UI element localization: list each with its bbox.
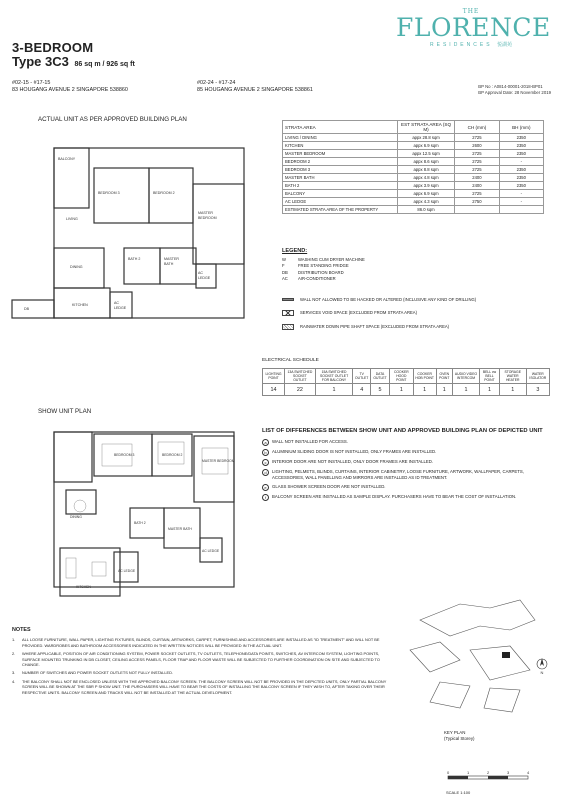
keyplan-sub: (Typical Storey)	[444, 736, 475, 741]
area-table-cell: appx 12.5 sqm	[397, 150, 454, 158]
electrical-value-cell: 5	[371, 384, 390, 396]
logo-residences	[396, 41, 546, 48]
electrical-value-cell: 1	[499, 384, 526, 396]
show-plan-heading: SHOW UNIT PLAN	[38, 408, 92, 415]
unit-type	[12, 54, 135, 69]
area-table-cell: appx 28.8 sqm	[397, 134, 454, 142]
keyplan-label	[444, 730, 475, 742]
area-table-cell: 2400	[455, 182, 499, 190]
area-table-cell	[499, 206, 543, 214]
legend-abbr: AC	[282, 276, 288, 281]
note-number: 2.	[12, 651, 16, 657]
electrical-header-cell: WATER ISOLATOR	[526, 369, 549, 384]
logo-residences-text: RESIDENCES	[430, 42, 493, 48]
notes-section	[12, 628, 392, 698]
florence-logo	[396, 8, 551, 70]
electrical-value-cell: 1	[436, 384, 452, 396]
svg-text:AC: AC	[114, 301, 119, 305]
electrical-value-cell: 1	[480, 384, 500, 396]
area-table-row	[283, 142, 544, 150]
electrical-value-cell: 3	[526, 384, 549, 396]
svg-text:MASTER BATH: MASTER BATH	[168, 527, 192, 531]
scale-label: SCALE 1:100	[446, 790, 471, 795]
unit-type-label: Type 3C3	[12, 54, 69, 69]
legend-key-wall: WALL NOT ALLOWED TO BE HACKED OR ALTERED (INCLUSIVE ANY KIND OF DRILLING)	[300, 296, 477, 302]
svg-text:LEDGE: LEDGE	[114, 306, 127, 310]
difference-item	[262, 439, 552, 446]
difference-item	[262, 484, 552, 491]
bp-number: BP No : A0814-00001-2018-BP01	[478, 84, 543, 89]
logo-name: FLORENCE	[396, 13, 551, 42]
electrical-header-cell: TV OUTLET	[353, 369, 371, 384]
electrical-value-cell: 1	[389, 384, 413, 396]
difference-text: LIGHTING, PELMETS, BLINDS, CURTAINS, INTERIOR CABINETRY, LOOSE FURNITURE, ARTWORK, WALLPAPER, CARPETS, ACCESSORIES, WALL PANELLING AND MIRRORS ARE INSTALLED AS ID TREATMENT.	[272, 469, 524, 480]
area-table-cell: AC LEDGE	[283, 198, 398, 206]
legend-key-void: SERVICES VOID SPACE (EXCLUDED FROM STRATA AREA)	[300, 310, 417, 316]
db-area	[12, 300, 54, 318]
difference-item	[262, 494, 552, 501]
area-table-cell: appx 6.9 sqm	[397, 190, 454, 198]
difference-marker: b	[262, 449, 269, 456]
legend-item	[282, 276, 476, 283]
area-table-cell: 2350	[499, 166, 543, 174]
ac-ledge-2	[110, 292, 132, 318]
difference-text: GLASS SHOWER SCREEN DOOR ARE NOT INSTALLED.	[272, 484, 386, 489]
area-table-cell: 2400	[455, 174, 499, 182]
area-table-cell: 86.0 sqm	[397, 206, 454, 214]
bedroom3-label: BEDROOM 3	[98, 191, 120, 195]
area-table-row	[283, 190, 544, 198]
master-bedroom-room	[193, 184, 244, 264]
living-label: LIVING	[66, 217, 78, 221]
svg-text:BEDROOM 2: BEDROOM 2	[162, 453, 183, 457]
svg-text:AC LEDGE: AC LEDGE	[118, 569, 136, 573]
difference-marker: f	[262, 494, 269, 501]
note-text: THE BALCONY SHALL NOT BE ENCLOSED UNLESS WITH THE APPROVED BALCONY SCREEN. THE BALCONY SCREEN WILL NOT BE PROVIDED IN THE DEPICTED UNITS, ONLY PARTIAL BALCONY SCREEN WILL BE SHOWN AT THE SBR P SHOW UNIT. THE PURCHASERS WILL HAVE TO BEAR THE COSTS OF INSTALLING THE BALCONY SCREEN IF THEY WISH TO, AFTER TAKING OVER THEIR RESPECTIVE UNITS. BALCONY SCREEN AND TRACKS WILL NOT BE INSTALLED AT THE ACTUAL DEVELOPMENT.	[22, 678, 387, 695]
bath2-room	[124, 248, 160, 284]
area-table-cell: ESTIMATED STRATA AREA OF THE PROPERTY	[283, 206, 398, 214]
legend	[282, 248, 476, 330]
area-table-cell: BEDROOM 3	[283, 166, 398, 174]
master-bath-room	[160, 248, 196, 284]
difference-marker: d	[262, 469, 269, 476]
key-plan	[400, 590, 550, 730]
area-table-cell: BEDROOM 2	[283, 158, 398, 166]
legend-desc: WASHING CUM DRYER MACHINE	[298, 256, 365, 262]
difference-item	[262, 459, 552, 466]
area-table-header	[283, 121, 544, 134]
bath2-label: BATH 2	[128, 257, 141, 261]
area-table-row	[283, 166, 544, 174]
area-table-row	[283, 174, 544, 182]
svg-text:0: 0	[447, 770, 450, 775]
area-table-cell: appx 4.3 sqm	[397, 198, 454, 206]
svg-text:AC LEDGE: AC LEDGE	[202, 549, 220, 553]
area-table-row	[283, 150, 544, 158]
difference-marker: a	[262, 439, 269, 446]
legend-key-shaft: RAINWATER DOWN PIPE SHAFT SPACE (EXCLUDED FROM STRATA AREA)	[300, 323, 450, 329]
area-header-ch: CH (mm)	[455, 121, 499, 134]
area-table-cell: 2725	[455, 150, 499, 158]
svg-text:2: 2	[487, 770, 490, 775]
area-table-cell: 2350	[499, 142, 543, 150]
note-item	[12, 679, 392, 695]
area-table-cell: MASTER BEDROOM	[283, 150, 398, 158]
svg-text:BATH: BATH	[164, 262, 174, 266]
no-hack-wall-swatch	[282, 298, 294, 301]
svg-text:DINING: DINING	[70, 515, 82, 519]
bp-date: BP Approval Date: 28 November 2019	[478, 90, 551, 95]
actual-floor-plan	[10, 124, 272, 324]
electrical-value-cell: 1	[452, 384, 479, 396]
address-right: 85 HOUGANG AVENUE 2 SINGAPORE 538861	[197, 87, 313, 93]
area-header-bh: BH (mm)	[499, 121, 543, 134]
note-item	[12, 637, 392, 648]
legend-desc: FREE STANDING FRIDGE	[298, 263, 349, 268]
electrical-value-cell: 1	[413, 384, 436, 396]
area-table-cell: 2725	[455, 190, 499, 198]
electrical-value-cell: 14	[263, 384, 285, 396]
area-table-cell: 2350	[499, 174, 543, 182]
area-table-cell: -	[499, 198, 543, 206]
area-table-row	[283, 158, 544, 166]
area-table-cell: KITCHEN	[283, 142, 398, 150]
difference-marker: e	[262, 484, 269, 491]
area-table-cell: appx 8.8 sqm	[397, 166, 454, 174]
electrical-header-cell: BELL cw BELL POINT	[480, 369, 500, 384]
area-table-cell: 2725	[455, 134, 499, 142]
area-table-cell: BATH 2	[283, 182, 398, 190]
kitchen-label: KITCHEN	[72, 303, 88, 307]
electrical-header-cell: 15A SWITCHED SOCKET OUTLET FOR BALCONY	[315, 369, 353, 384]
svg-text:MASTER BEDROOM: MASTER BEDROOM	[202, 459, 235, 463]
bedroom2-label: BEDROOM 2	[153, 191, 175, 195]
area-table-cell: MASTER BATH	[283, 174, 398, 182]
logo-chinese: 悦湖苑	[496, 42, 512, 48]
address-left: 83 HOUGANG AVENUE 2 SINGAPORE 538860	[12, 87, 128, 93]
area-table-cell: -	[499, 190, 543, 198]
keyplan-title: KEY PLAN	[444, 730, 466, 735]
show-unit-floor-plan	[10, 412, 260, 612]
area-table-row	[283, 134, 544, 142]
db-label: DB	[24, 307, 29, 311]
difference-item	[262, 469, 552, 481]
area-table-cell: -	[499, 158, 543, 166]
svg-text:3: 3	[507, 770, 510, 775]
pipe-shaft-swatch	[282, 324, 294, 330]
electrical-value-cell: 22	[285, 384, 316, 396]
area-table-cell: 2725	[455, 158, 499, 166]
logo-the: THE	[462, 8, 480, 15]
master-label: MASTER	[198, 211, 213, 215]
dining-label: DINING	[70, 265, 83, 269]
differences-heading: LIST OF DIFFERENCES BETWEEN SHOW UNIT AND APPROVED BUILDING PLAN OF DEPICTED UNIT	[262, 428, 543, 434]
electrical-header-cell: AUDIO VIDEO INTERCOM	[452, 369, 479, 384]
electrical-header-cell: COOKER HOOD POINT	[389, 369, 413, 384]
north-arrow-icon	[537, 658, 547, 675]
area-table-cell: appx 3.9 sqm	[397, 182, 454, 190]
svg-text:KITCHEN: KITCHEN	[76, 585, 91, 589]
area-header-area: STRATA AREA	[283, 121, 398, 134]
electrical-heading: ELECTRICAL SCHEDULE	[262, 358, 319, 363]
unit-highlight	[502, 652, 510, 658]
note-number: 4.	[12, 678, 16, 684]
area-table-cell: 2600	[455, 142, 499, 150]
electrical-header-cell: COOKER HOB POINT	[413, 369, 436, 384]
note-text: WHERE APPLICABLE, POSITION OF AIR CONDITIONING SYSTEM, POWER SOCKET OUTLETS, TV OUTLETS, TELEPHONE/DATA POINTS, SWITCHES, AV INTERCOM SYSTEM, LIGHTING POINTS, SURFACE MOUNTED TRUNKING IN DB CLOSET, CEILING ACCESS PANELS, FLOOR TRAP AND FLOOR WASTE WILL BE SUBJECTED TO FURTHER COORDINATION ON SITE AND SUBJECTED TO CHANGE.	[22, 651, 380, 668]
area-table-cell: 2750	[455, 198, 499, 206]
svg-text:BEDROOM: BEDROOM	[198, 216, 217, 220]
strata-area-table	[282, 120, 544, 214]
difference-text: BALCONY SCREEN ARE INSTALLED AS SAMPLE DISPLAY. PURCHASERS HAVE TO BEAR THE COST OF INSTALLATION.	[272, 494, 517, 499]
difference-item	[262, 449, 552, 456]
svg-text:N: N	[540, 670, 544, 675]
unit-size: 86 sq m / 926 sq ft	[74, 61, 135, 68]
electrical-value-cell: 4	[353, 384, 371, 396]
unit-range-left: #02-15 - #17-15	[12, 80, 51, 86]
area-table-cell: appx 8.6 sqm	[397, 158, 454, 166]
notes-heading: NOTES	[12, 627, 31, 633]
page-title: 3-BEDROOM	[12, 40, 94, 55]
electrical-header-cell: DATA OUTLET	[371, 369, 390, 384]
svg-text:LEDGE: LEDGE	[198, 276, 211, 280]
area-table-cell: 2350	[499, 134, 543, 142]
area-table-row	[283, 182, 544, 190]
acledge-label: AC	[198, 271, 203, 275]
legend-abbr: F	[282, 263, 285, 268]
area-table-cell: appx 6.9 sqm	[397, 142, 454, 150]
note-text: NUMBER OF SWITCHES AND POWER SOCKET OUTLETS NOT FULLY INSTALLED.	[22, 670, 173, 676]
legend-desc: AIR-CONDITIONER	[298, 276, 336, 281]
area-table-cell: BALCONY	[283, 190, 398, 198]
area-table-cell: LIVING / DINING	[283, 134, 398, 142]
electrical-header-cell: 13A SWITCHED SOCKET OUTLET	[285, 369, 316, 384]
svg-text:BEDROOM 3: BEDROOM 3	[114, 453, 135, 457]
differences-list	[262, 428, 552, 504]
note-number: 1.	[12, 637, 16, 643]
difference-text: WALL NOT INSTALLED FOR ACCESS.	[272, 439, 348, 444]
bp-info	[478, 84, 551, 96]
area-table-cell: 2350	[499, 150, 543, 158]
unit-numbers-left	[12, 80, 128, 94]
unit-numbers-right	[197, 80, 313, 94]
unit-range-right: #02-24 - #17-24	[197, 80, 236, 86]
electrical-header-cell: LIGHTING POINT	[263, 369, 285, 384]
legend-keys	[282, 297, 476, 331]
legend-abbr: W	[282, 256, 286, 262]
bedroom3-room	[94, 168, 149, 223]
balcony-label: BALCONY	[58, 157, 76, 161]
legend-heading: LEGEND:	[282, 248, 308, 254]
mbath-label: MASTER	[164, 257, 179, 261]
electrical-header-cell: STORAGE WATER HEATER	[499, 369, 526, 384]
scale-bar	[444, 768, 544, 788]
difference-text: INTERIOR DOOR ARE NOT INSTALLED, ONLY DOOR FRAMES ARE INSTALLED.	[272, 459, 434, 464]
difference-text: ALUMINIUM SLIDING DOOR IS NOT INSTALLED, ONLY FRAMES ARE INSTALLED.	[272, 449, 437, 454]
bedroom2-room	[149, 168, 193, 223]
electrical-schedule-table	[262, 368, 550, 396]
note-text: ALL LOOSE FURNITURE, WALL PAPER, LIGHTING FIXTURES, BLINDS, CURTAIN, ARTWORKS, CARPET, FURNISHING AND ACCESSORIES ARE INSTALLED AS "ID TREATMENT" AND WILL NOT BE PROVIDED. WARDROBES AND BATHROOM ACCESSORIES INDICATED IN THE WRITTEN NOTICES WILL BE PROVIDED IN THE ACTUAL UNIT.	[22, 637, 380, 648]
note-item	[12, 651, 392, 667]
area-table-cell: 2725	[455, 166, 499, 174]
difference-marker: c	[262, 459, 269, 466]
svg-text:4: 4	[527, 770, 530, 775]
area-table-row	[283, 198, 544, 206]
area-table-row	[283, 206, 544, 214]
area-table-cell: 2350	[499, 182, 543, 190]
actual-plan-heading: ACTUAL UNIT AS PER APPROVED BUILDING PLAN	[38, 116, 187, 123]
electrical-value-cell: 1	[315, 384, 353, 396]
note-number: 3.	[12, 670, 16, 676]
area-table-cell	[455, 206, 499, 214]
electrical-header-cell: OVEN POINT	[436, 369, 452, 384]
svg-text:1: 1	[467, 770, 470, 775]
legend-desc: DISTRIBUTION BOARD	[298, 269, 344, 275]
note-item	[12, 670, 392, 675]
svg-text:BATH 2: BATH 2	[134, 521, 146, 525]
area-table-cell: appx 4.8 sqm	[397, 174, 454, 182]
legend-abbr: DB	[282, 269, 288, 275]
void-space-swatch	[282, 310, 294, 316]
area-header-sqm: EST STRATA AREA (SQ M)	[397, 121, 454, 134]
